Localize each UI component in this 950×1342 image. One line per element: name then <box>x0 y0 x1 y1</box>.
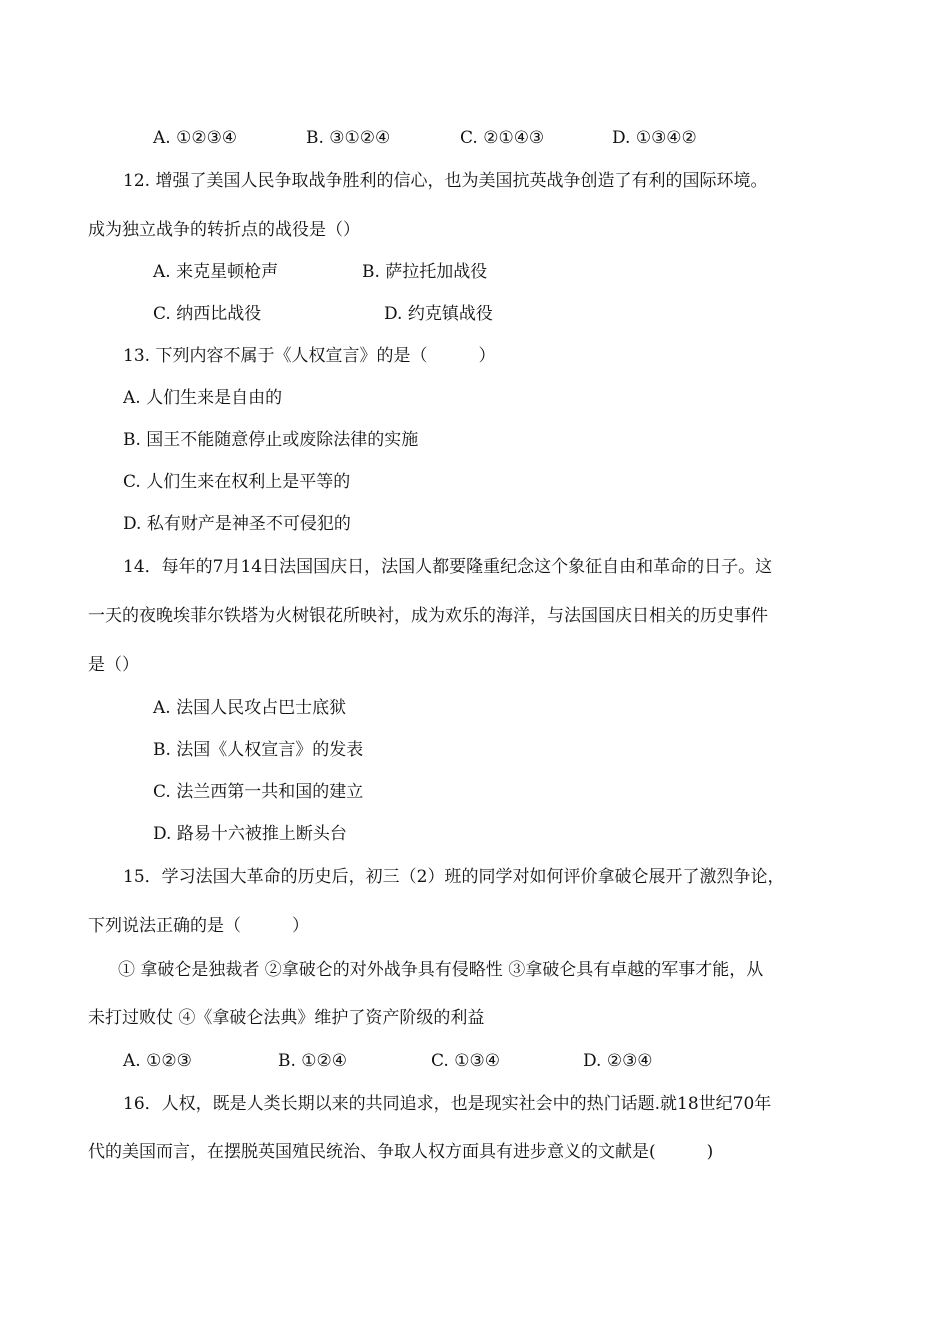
question-stem-continued: 代的美国而言，在摆脱英国殖民统治、争取人权方面具有进步意义的文献是( ) <box>88 1142 714 1162</box>
question-stem: 14．每年的7月14日法国国庆日，法国人都要隆重纪念这个象征自由和革命的日子。这 <box>123 557 773 577</box>
question-stem-continued: 下列说法正确的是（ ） <box>88 916 309 936</box>
option-b: B. 国王不能随意停止或废除法律的实施 <box>123 430 419 450</box>
option-c: C. 人们生来在权利上是平等的 <box>123 472 351 492</box>
option-c: C. 法兰西第一共和国的建立 <box>153 782 364 802</box>
option-b: B. ①②④ <box>278 1051 348 1071</box>
option-b: B. ③①②④ <box>306 128 391 148</box>
question-stem: 16．人权，既是人类长期以来的共同追求，也是现实社会中的热门话题.就18世纪70年 <box>123 1094 772 1114</box>
statement-list: ① 拿破仑是独裁者 ②拿破仑的对外战争具有侵略性 ③拿破仑具有卓越的军事才能，从 <box>118 960 764 980</box>
option-d: D. 私有财产是神圣不可侵犯的 <box>123 514 351 534</box>
option-a: A. 人们生来是自由的 <box>123 388 283 408</box>
question-stem: 13. 下列内容不属于《人权宣言》的是（ ） <box>123 346 496 366</box>
option-c: C. ①③④ <box>431 1051 500 1071</box>
option-b: B. 萨拉托加战役 <box>362 262 488 282</box>
option-a: A. 法国人民攻占巴士底狱 <box>153 698 347 718</box>
option-c: C. ②①④③ <box>460 128 545 148</box>
question-stem: 12. 增强了美国人民争取战争胜利的信心，也为美国抗英战争创造了有利的国际环境。 <box>123 171 768 191</box>
option-c: C. 纳西比战役 <box>153 304 262 324</box>
question-stem-continued: 一天的夜晚埃菲尔铁塔为火树银花所映衬，成为欢乐的海洋，与法国国庆日相关的历史事件 <box>88 606 768 626</box>
option-a: A. 来克星顿枪声 <box>153 262 279 282</box>
statement-list-continued: 未打过败仗 ④《拿破仑法典》维护了资产阶级的利益 <box>88 1008 485 1028</box>
option-d: D. ①③④② <box>612 128 697 148</box>
option-d: D. 路易十六被推上断头台 <box>153 824 347 844</box>
option-b: B. 法国《人权宣言》的发表 <box>153 740 364 760</box>
option-d: D. 约克镇战役 <box>384 304 493 324</box>
option-a: A. ①②③④ <box>153 128 238 148</box>
option-d: D. ②③④ <box>583 1051 653 1071</box>
option-a: A. ①②③ <box>123 1051 192 1071</box>
question-stem: 15．学习法国大革命的历史后，初三（2）班的同学对如何评价拿破仑展开了激烈争论， <box>123 867 785 887</box>
question-stem-continued: 是（） <box>88 655 139 675</box>
question-stem-continued: 成为独立战争的转折点的战役是（） <box>88 220 360 240</box>
